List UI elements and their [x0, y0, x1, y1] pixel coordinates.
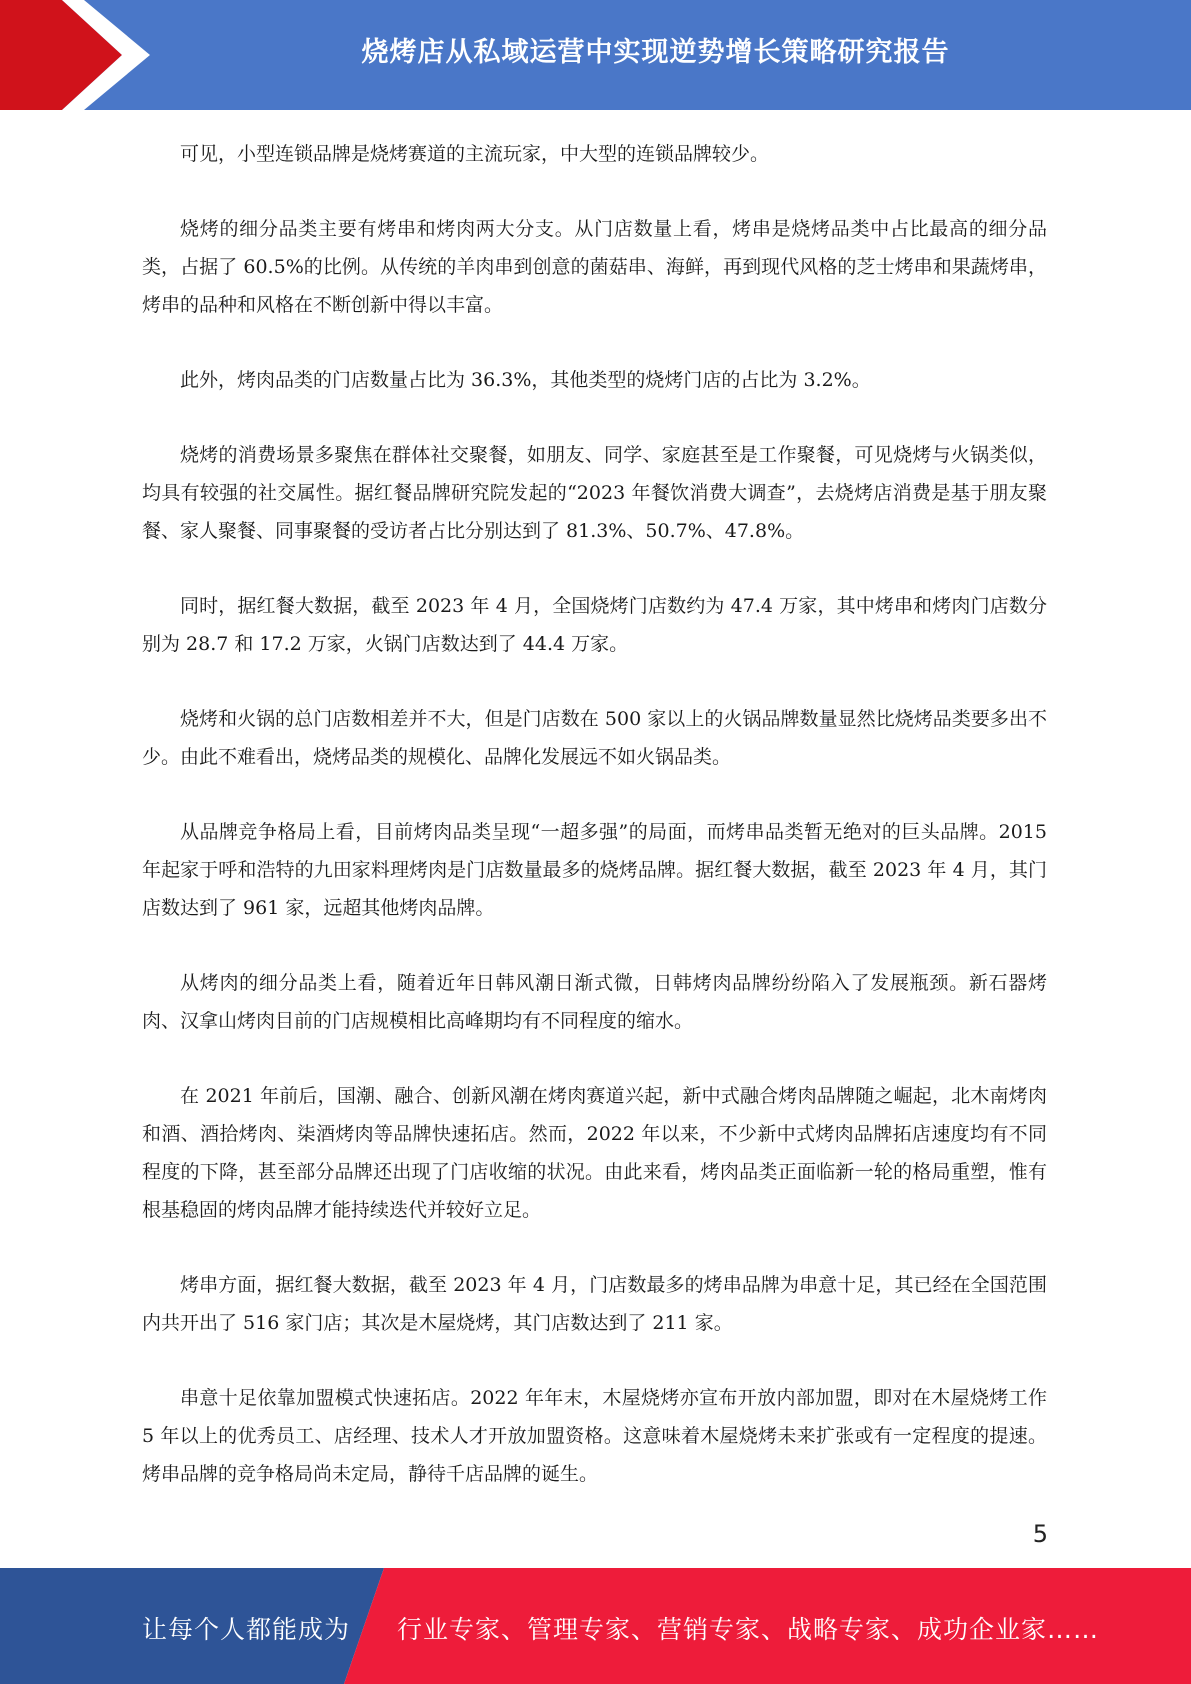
paragraph: 可见，小型连锁品牌是烧烤赛道的主流玩家，中大型的连锁品牌较少。 — [180, 143, 770, 165]
paragraph: 烧烤的细分品类主要有烤串和烤肉两大分支。从门店数量上看，烤串是烧烤品类中占比最高的细分品类，占据了 60.5%的比例。从传统的羊肉串到创意的菌菇串、海鲜，再到现代风格的芝士烤串和果蔬烤串，烤串的品种和风格在不断创新中得以丰富。 — [142, 218, 1047, 316]
body-content — [142, 135, 1047, 1530]
paragraph: 在 2021 年前后，国潮、融合、创新风潮在烤肉赛道兴起，新中式融合烤肉品牌随之崛起，北木南烤肉和酒、酒拾烤肉、柒酒烤肉等品牌快速拓店。然而，2022 年以来，不少新中式烤肉品牌拓店速度均有不同程度的下降，甚至部分品牌还出现了门店收缩的状况。由此来看，烤肉品类正面临新一轮的格局重塑，惟有根基稳固的烤肉品牌才能持续迭代并较好立足。 — [142, 1085, 1047, 1221]
paragraph: 烤串方面，据红餐大数据，截至 2023 年 4 月，门店数最多的烤串品牌为串意十足，其已经在全国范围内共开出了 516 家门店；其次是木屋烧烤，其门店数达到了 211 家。 — [142, 1274, 1047, 1334]
footer-slogan-left: 让每个人都能成为 — [142, 1615, 351, 1644]
paragraph: 烧烤的消费场景多聚焦在群体社交聚餐，如朋友、同学、家庭甚至是工作聚餐，可见烧烤与火锅类似，均具有较强的社交属性。据红餐品牌研究院发起的“2023 年餐饮消费大调查”，去烧烤店消费是基于朋友聚餐、家人聚餐、同事聚餐的受访者占比分别达到了 81.3%、50.7%、47.8%。 — [142, 444, 1047, 542]
paragraph: 此外，烤肉品类的门店数量占比为 36.3%，其他类型的烧烤门店的占比为 3.2%。 — [180, 369, 871, 391]
page-header — [0, 0, 1191, 110]
page-number: 5 — [1032, 1520, 1048, 1548]
paragraph: 从烤肉的细分品类上看，随着近年日韩风潮日渐式微，日韩烤肉品牌纷纷陷入了发展瓶颈。新石器烤肉、汉拿山烤肉目前的门店规模相比高峰期均有不同程度的缩水。 — [142, 972, 1047, 1032]
paragraph: 从品牌竞争格局上看，目前烤肉品类呈现“一超多强”的局面，而烤串品类暂无绝对的巨头品牌。2015 年起家于呼和浩特的九田家料理烤肉是门店数量最多的烧烤品牌。据红餐大数据，截至 2023 年 4 月，其门店数达到了 961 家，远超其他烤肉品牌。 — [142, 821, 1047, 919]
page-footer — [0, 1568, 1191, 1684]
report-title: 烧烤店从私域运营中实现逆势增长策略研究报告 — [361, 37, 950, 68]
paragraph: 烧烤和火锅的总门店数相差并不大，但是门店数在 500 家以上的火锅品牌数量显然比烧烤品类要多出不少。由此不难看出，烧烤品类的规模化、品牌化发展远不如火锅品类。 — [142, 708, 1047, 768]
paragraph: 同时，据红餐大数据，截至 2023 年 4 月，全国烧烤门店数约为 47.4 万家，其中烤串和烤肉门店数分别为 28.7 和 17.2 万家，火锅门店数达到了 44.4 万家。 — [142, 595, 1047, 655]
footer-slogan-right: 行业专家、管理专家、营销专家、战略专家、成功企业家…… — [397, 1615, 1100, 1644]
paragraph: 串意十足依靠加盟模式快速拓店。2022 年年末，木屋烧烤亦宣布开放内部加盟，即对在木屋烧烤工作 5 年以上的优秀员工、店经理、技术人才开放加盟资格。这意味着木屋烧烤未来扩张或有一定程度的提速。烤串品牌的竞争格局尚未定局，静待千店品牌的诞生。 — [142, 1387, 1047, 1485]
